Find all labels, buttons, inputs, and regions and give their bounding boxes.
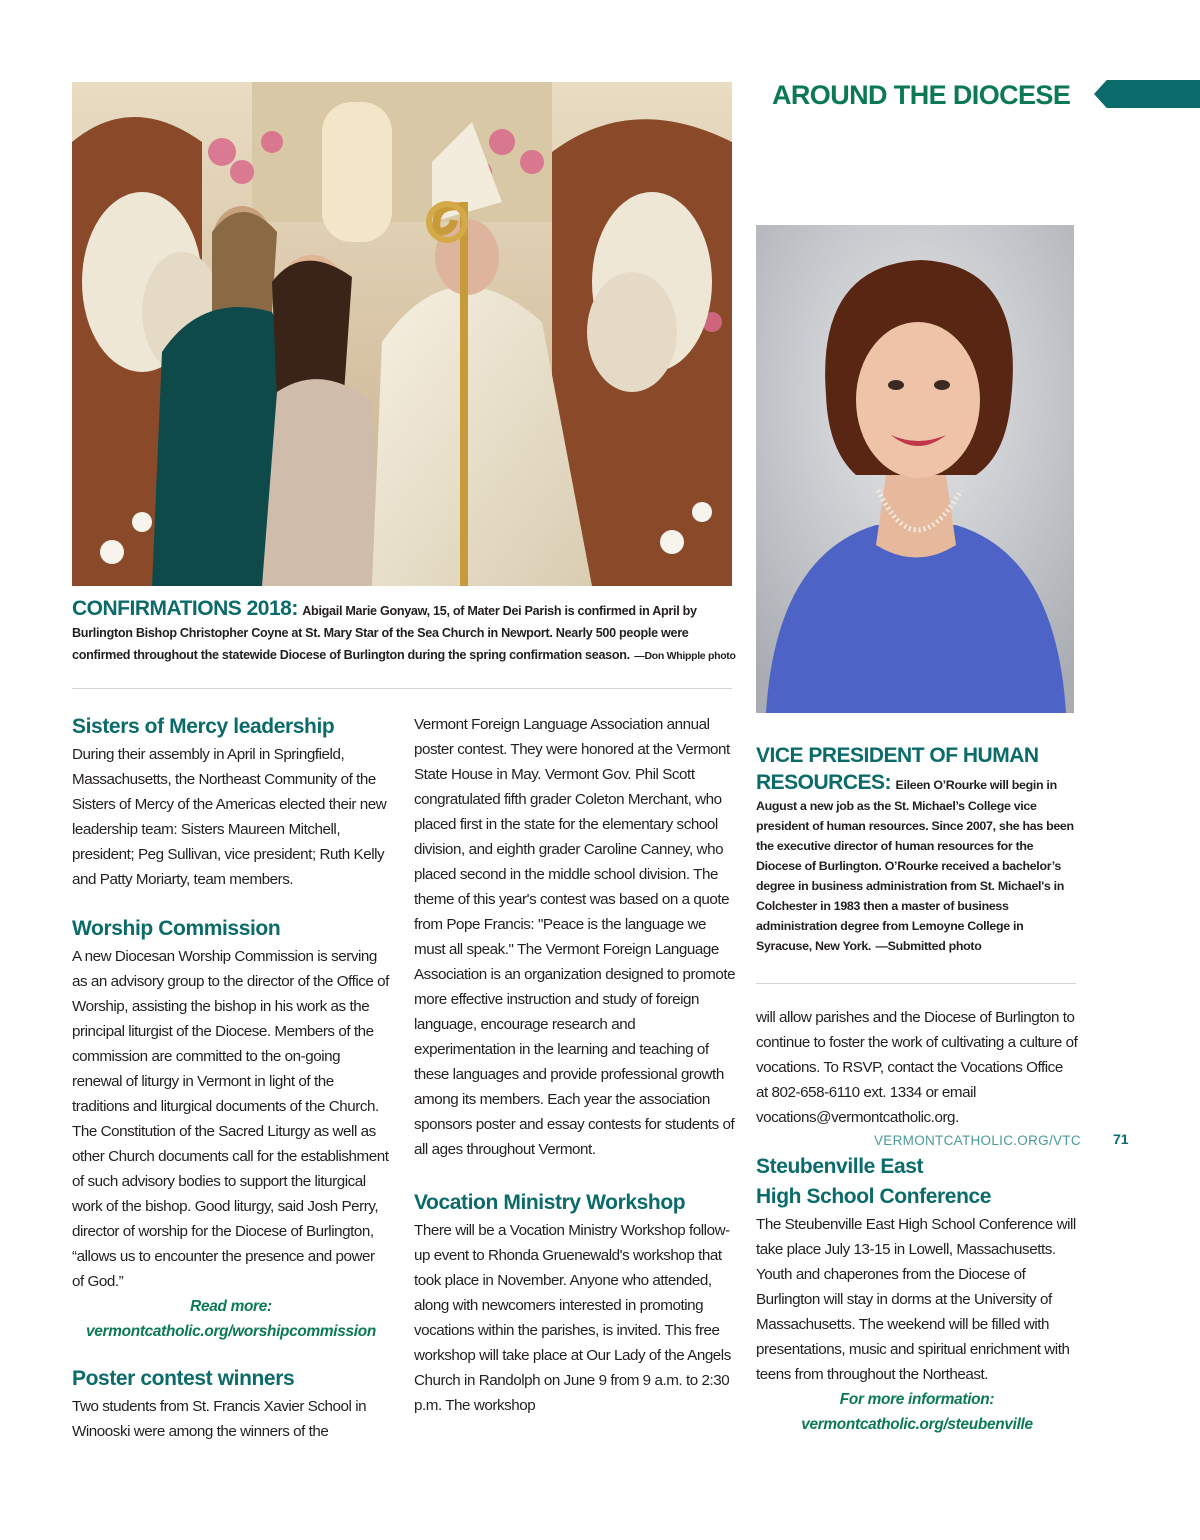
section-title: AROUND THE DIOCESE <box>772 80 1071 110</box>
read-more-label: Read more: <box>190 1298 272 1315</box>
article-body-sisters: During their assembly in April in Springfield, Massachusetts, the Northeast Community of the Sisters of Mercy of the Americas elected their new leadership team: Sisters Maureen Mitchell, president; Peg Sullivan, vice president; Ruth Kelly and Patty Moriarty, team members. <box>72 746 387 888</box>
confirmation-photo <box>72 82 732 586</box>
portrait-photo <box>756 225 1074 713</box>
article-title-vocation: Vocation Ministry Workshop <box>414 1191 686 1214</box>
confirmations-caption <box>72 598 736 667</box>
article-title-poster: Poster contest winners <box>72 1367 295 1390</box>
section-header-tab <box>1094 80 1200 108</box>
divider <box>756 983 1076 984</box>
caption-text: Eileen O’Rourke will begin in August a new job as the St. Michael’s College vice president of human resources. Since 2007, she has been the executive director of human resources for the Diocese of Burlington. O’Rourke received a bachelor’s degree in business administration from St. Michael's in Colchester in 1983 then a master of business administration degree from Lemoyne College in Syracuse, New York. <box>756 778 1074 953</box>
photo-credit: —Don Whipple photo <box>634 650 736 662</box>
article-title-worship: Worship Commission <box>72 917 281 940</box>
column-1 <box>72 712 390 1444</box>
column-2 <box>414 712 736 1418</box>
vp-caption <box>756 742 1076 956</box>
divider <box>72 688 732 689</box>
caption-heading: VICE PRESIDENT OF HUMAN RESOURCES: <box>756 744 1039 794</box>
photo-credit: —Submitted photo <box>875 939 982 953</box>
more-info-link[interactable]: vermontcatholic.org/steubenville <box>801 1416 1033 1433</box>
article-body-steubenville: The Steubenville East High School Conference will take place July 13-15 in Lowell, Massachusetts. Youth and chaperones from the Diocese of Burlington will stay in dorms at the University of Massachusetts. The weekend will be filled with presentations, music and spiritual enrichment with teens from throughout the Northeast. <box>756 1216 1076 1383</box>
page-number: 71 <box>1113 1131 1129 1147</box>
title-line-1: Steubenville East <box>756 1155 924 1178</box>
article-body-poster-part1: Two students from St. Francis Xavier School in Winooski were among the winners of the <box>72 1398 367 1440</box>
article-title-sisters: Sisters of Mercy leadership <box>72 715 335 738</box>
read-more-link[interactable]: vermontcatholic.org/worshipcommission <box>86 1323 376 1340</box>
title-line-2: High School Conference <box>756 1185 992 1208</box>
article-body-vocation-part2: will allow parishes and the Diocese of Burlington to continue to foster the work of cultivating a culture of vocations. To RSVP, contact the Vocations Office at 802-658-6110 ext. 1334 or email vocations@vermontcatholic.org. <box>756 1009 1078 1126</box>
article-body-worship: A new Diocesan Worship Commission is serving as an advisory group to the director of the Office of Worship, assisting the bishop in his work as the principal liturgist of the Diocese. Members of the commission are committed to the on-going renewal of liturgy in Vermont in light of the traditions and liturgical documents of the Church. The Constitution of the Sacred Liturgy as well as other Church documents call for the establishment of such advisory bodies to support the liturgical work of the bishop. Good liturgy, said Josh Perry, director of worship for the Diocese of Burlington, “allows us to encounter the presence and power of God.” <box>72 948 389 1290</box>
caption-heading: CONFIRMATIONS 2018: <box>72 597 298 620</box>
article-title-steubenville <box>756 1152 1078 1212</box>
article-body-vocation-part1: There will be a Vocation Ministry Workshop follow-up event to Rhonda Gruenewald's workshop that took place in November. Anyone who attended, along with newcomers interested in promoting vocations within the parishes, is invited. This free workshop will take place at Our Lady of the Angels Church in Randolph on June 9 from 9 a.m. to 2:30 p.m. The workshop <box>414 1222 731 1414</box>
caption-text: Abigail Marie Gonyaw, 15, of Mater Dei Parish is confirmed in April by Burlington Bishop Christopher Coyne at St. Mary Star of the Sea Church in Newport. Nearly 500 people were confirmed throughout the statewide Diocese of Burlington during the spring confirmation season. <box>72 604 697 662</box>
column-3 <box>756 1005 1078 1437</box>
more-info-label: For more information: <box>839 1391 995 1408</box>
footer-url[interactable]: VERMONTCATHOLIC.ORG/VTC <box>874 1133 1081 1148</box>
article-body-poster-part2: Vermont Foreign Language Association annual poster contest. They were honored at the Vermont State House in May. Vermont Gov. Phil Scott congratulated fifth grader Coleton Merchant, who placed first in the state for the elementary school division, and eighth grader Caroline Canney, who placed second in the middle school division. The theme of this year's contest was based on a quote from Pope Francis: "Peace is the language we must all speak." The Vermont Foreign Language Association is an organization designed to promote more effective instruction and study of foreign language, encourage research and experimentation in the learning and teaching of these languages and provide professional growth among its members. Each year the association sponsors poster and essay contests for students of all ages throughout Vermont. <box>414 716 736 1158</box>
